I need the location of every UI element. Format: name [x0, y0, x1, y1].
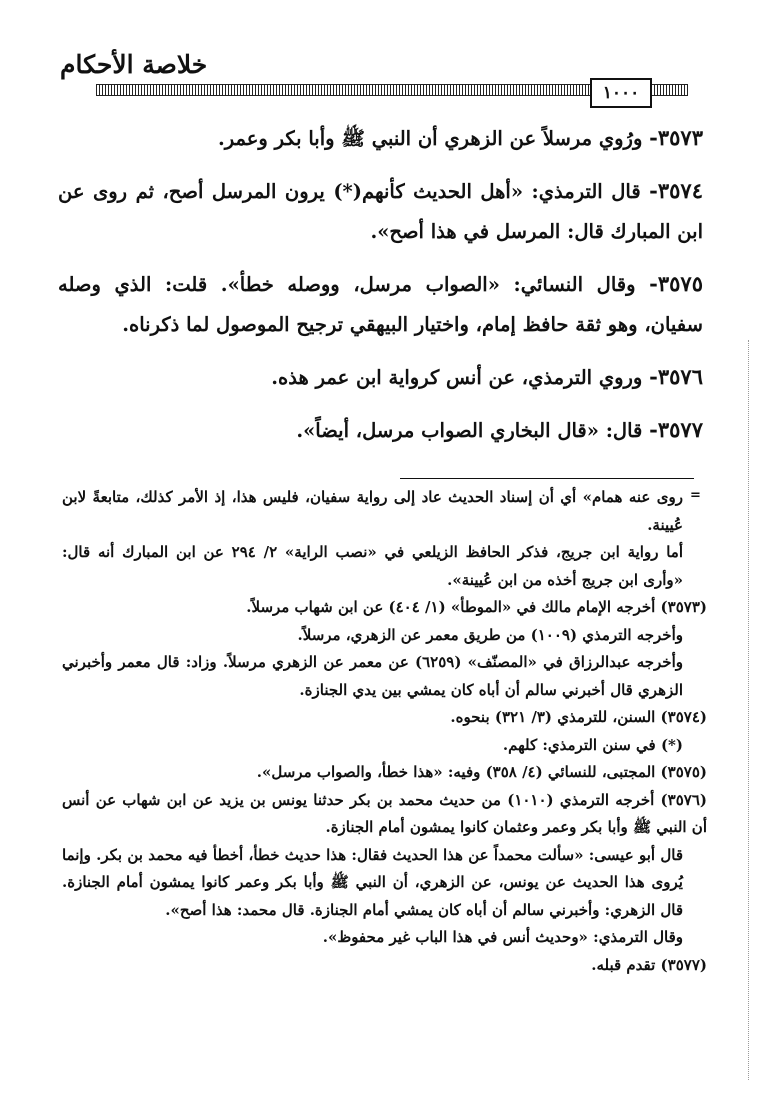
entry-3577 [58, 410, 703, 451]
footnote-line: (*) في سنن الترمذي: كلهم. [502, 735, 683, 754]
entry-text: قال: «قال البخاري الصواب مرسل، أيضاً». [296, 419, 643, 442]
footnote-line: وقال الترمذي: «وحديث أنس في هذا الباب غير محفوظ». [322, 928, 683, 946]
footnote-line: (٣٥٧٧) تقدم قبله. [591, 955, 707, 974]
entry-3573 [58, 118, 703, 159]
footnote-line: (٣٥٧٤) السنن، للترمذي (٣/ ٣٢١) بنحوه. [450, 708, 707, 726]
footnote-continuation-mark: = [690, 488, 701, 503]
footnote-line: وأخرجه عبدالرزاق في «المصنّف» (٦٢٥٩) عن معمر عن الزهري مرسلاً. وزاد: قال معمر وأخبرني الزهري قال أخبرني سالم أن أباه كان يمشي بين يدي الجنازة. [62, 653, 683, 699]
entry-3576 [58, 357, 703, 398]
entry-text: ورُوي مرسلاً عن الزهري أن النبي ﷺ وأبا بكر وعمر. [217, 127, 643, 150]
entry-number: ٣٥٧٤- [649, 178, 703, 203]
entry-number: ٣٥٧٦- [649, 364, 703, 389]
entry-3574 [58, 171, 703, 252]
entry-text: قال الترمذي: «أهل الحديث كأنهم(*) يرون المرسل أصح، ثم روى عن ابن المبارك قال: المرسل في هذا أصح». [58, 180, 703, 243]
footnote-line: قال أبو عيسى: «سألت محمداً عن هذا الحديث فقال: هذا حديث خطأ، أخطأ فيه محمد بن بكر. وإنما يُروى هذا الحديث عن يونس، عن الزهري، أن النبي ﷺ وأبا بكر وعمر كانوا يمشون أمام الجنازة. قال الزهري: وأخبرني سالم أن أباه كان يمشي أمام الجنازة. قال محمد: هذا أصح». [62, 845, 683, 919]
entry-number: ٣٥٧٧- [649, 417, 703, 442]
main-text [58, 118, 703, 451]
entry-number: ٣٥٧٥- [649, 271, 703, 296]
footnote-line: روى عنه همام» أي أن إسناد الحديث عاد إلى رواية سفيان، فليس هذا، إذ الأمر كذلك، متابعةً لابن عُيينة. [62, 488, 683, 534]
page-edge-line [748, 340, 749, 1080]
entry-number: ٣٥٧٣- [649, 125, 703, 150]
footnote-line: أما رواية ابن جريج، فذكر الحافظ الزيلعي في «نصب الراية» ٢/ ٢٩٤ عن ابن المبارك أنه قال: «وأرى ابن جريج أخذه من ابن عُيينة». [62, 543, 683, 589]
footnote-line: (٣٥٧٥) المجتبى، للنسائي (٤/ ٣٥٨) وفيه: «هذا خطأ، والصواب مرسل». [256, 763, 707, 781]
footnote-separator [400, 478, 694, 479]
page-number: ١٠٠٠ [590, 78, 652, 108]
footnote-line: (٣٥٧٦) أخرجه الترمذي (١٠١٠) من حديث محمد بن بكر حدثنا يونس بن يزيد عن ابن شهاب عن أنس أن النبي ﷺ وأبا بكر وعمر وعثمان كانوا يمشون أمام الجنازة. [62, 790, 707, 836]
entry-text: وروي الترمذي، عن أنس كرواية ابن عمر هذه. [271, 366, 643, 389]
footnote-line: وأخرجه الترمذي (١٠٠٩) من طريق معمر عن الزهري، مرسلاً. [297, 625, 683, 644]
running-header-title: خلاصة الأحكام [60, 50, 208, 79]
entry-text: وقال النسائي: «الصواب مرسل، ووصله خطأ». قلت: الذي وصله سفيان، وهو ثقة حافظ إمام، واختيار البيهقي ترجيح الموصول لما ذكرناه. [58, 273, 703, 336]
footnotes [62, 484, 707, 979]
entry-3575 [58, 264, 703, 345]
footnote-line: (٣٥٧٣) أخرجه الإمام مالك في «الموطأ» (١/ ٤٠٤) عن ابن شهاب مرسلاً. [246, 598, 707, 616]
